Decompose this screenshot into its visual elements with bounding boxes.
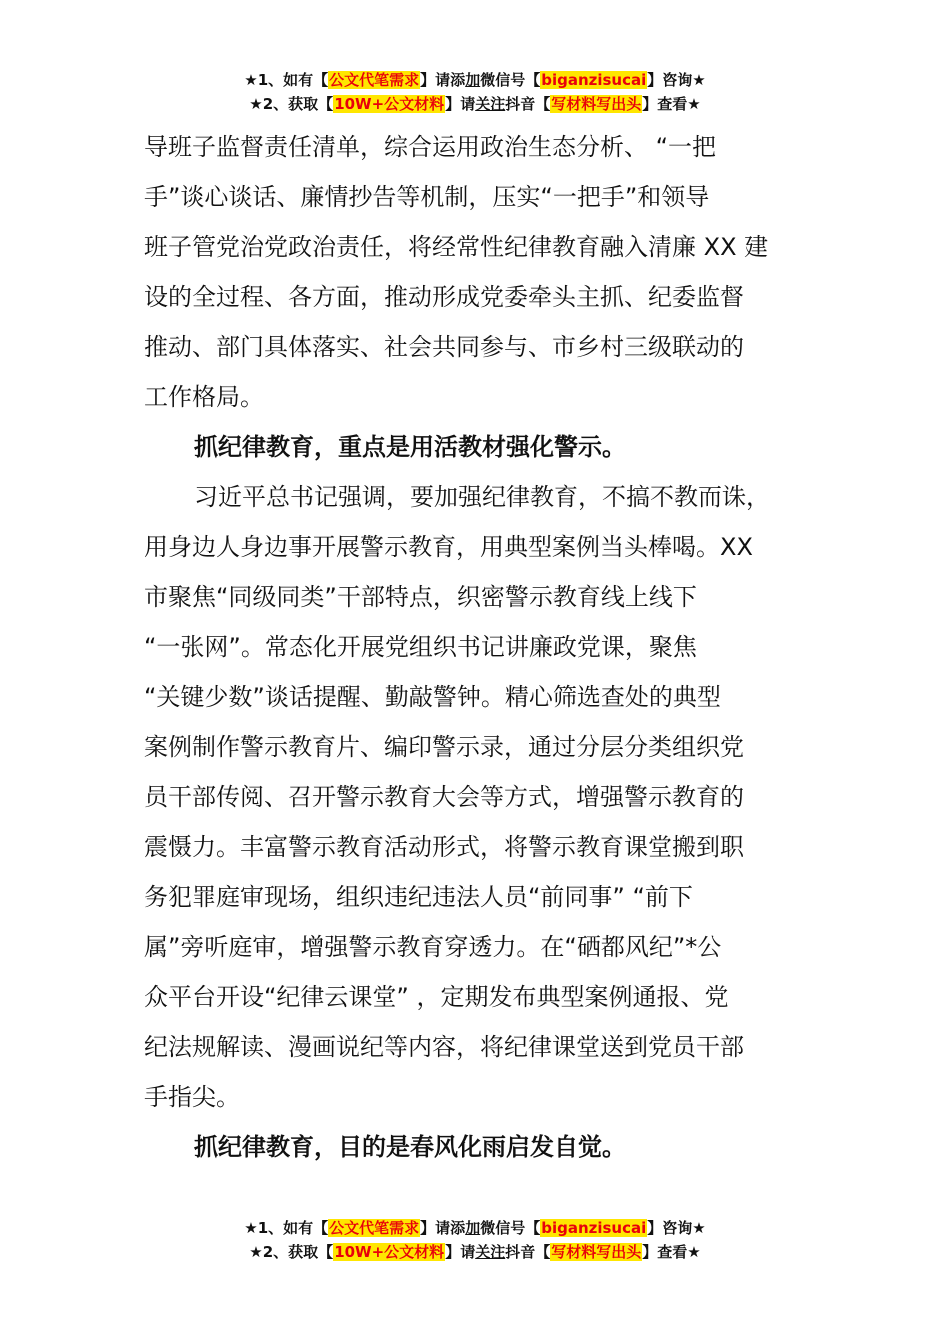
banner-text: 抖音【 (505, 95, 551, 113)
banner-underlined-text: 加 (465, 71, 481, 89)
body-line: “关键少数”谈话提醒、勤敲警钟。精心筛选查处的典型 (144, 683, 721, 711)
body-line: 务犯罪庭审现场，组织违纪违法人员“前同事” “前下 (144, 883, 693, 911)
body-line: 纪法规解读、漫画说纪等内容，将纪律课堂送到党员干部 (144, 1033, 744, 1061)
banner-text: ★1、如有【 (244, 1219, 329, 1237)
body-line: 用身边人身边事开展警示教育，用典型案例当头棒喝。XX (144, 533, 753, 561)
banner-text: 】查看★ (642, 1243, 701, 1261)
body-line: “一张网”。常态化开展党组织书记讲廉政党课，聚焦 (144, 633, 697, 661)
banner-text: ★2、获取【 (249, 95, 334, 113)
body-line: 工作格局。 (144, 383, 264, 411)
banner-text: ★1、如有【 (244, 71, 329, 89)
banner-line-2 (0, 1240, 950, 1264)
body-line: 设的全过程、各方面，推动形成党委牵头主抓、纪委监督 (144, 283, 744, 311)
section-heading: 抓纪律教育，目的是春风化雨启发自觉。 (194, 1133, 626, 1161)
body-line: 众平台开设“纪律云课堂” ，定期发布典型案例通报、党 (144, 983, 729, 1011)
banner-text: 微信号【 (480, 1219, 541, 1237)
body-line: 属”旁听庭审，增强警示教育穿透力。在“硒都风纪”*公 (144, 933, 722, 961)
banner-line-2 (0, 92, 950, 116)
highlight-tag: biganzisucai (541, 71, 647, 89)
banner-text: 】请添 (420, 1219, 466, 1237)
banner-text: 】查看★ (642, 95, 701, 113)
body-line: 导班子监督责任清单，综合运用政治生态分析、 “一把 (144, 133, 717, 161)
banner-underlined-text: 关注 (475, 1243, 506, 1261)
banner-text: ★2、获取【 (249, 1243, 334, 1261)
body-line: 市聚焦“同级同类”干部特点，织密警示教育线上线下 (144, 583, 697, 611)
highlight-tag: 10W+公文材料 (334, 95, 445, 113)
header-banner (0, 68, 950, 116)
body-line: 习近平总书记强调，要加强纪律教育，不搞不教而诛， (194, 483, 770, 511)
body-line: 推动、部门具体落实、社会共同参与、市乡村三级联动的 (144, 333, 744, 361)
body-line: 手指尖。 (144, 1083, 240, 1111)
body-line: 手”谈心谈话、廉情抄告等机制，压实“一把手”和领导 (144, 183, 710, 211)
highlight-tag: 写材料写出头 (551, 1243, 642, 1261)
banner-underlined-text: 加 (465, 1219, 481, 1237)
banner-underlined-text: 关注 (475, 95, 506, 113)
document-body (144, 122, 809, 1172)
banner-text: 】咨询★ (647, 71, 706, 89)
banner-line-1 (0, 68, 950, 92)
body-line: 班子管党治党政治责任，将经常性纪律教育融入清廉 XX 建 (144, 233, 769, 261)
body-line: 员干部传阅、召开警示教育大会等方式，增强警示教育的 (144, 783, 744, 811)
section-heading: 抓纪律教育，重点是用活教材强化警示。 (194, 433, 626, 461)
banner-text: 】咨询★ (647, 1219, 706, 1237)
highlight-tag: 公文代笔需求 (329, 1219, 420, 1237)
highlight-tag: biganzisucai (541, 1219, 647, 1237)
banner-text: 】请添 (420, 71, 466, 89)
highlight-tag: 公文代笔需求 (329, 71, 420, 89)
banner-text: 微信号【 (480, 71, 541, 89)
highlight-tag: 10W+公文材料 (334, 1243, 445, 1261)
body-line: 震慑力。丰富警示教育活动形式，将警示教育课堂搬到职 (144, 833, 744, 861)
banner-text: 抖音【 (505, 1243, 551, 1261)
highlight-tag: 写材料写出头 (551, 95, 642, 113)
banner-text: 】请 (445, 95, 476, 113)
banner-text: 】请 (445, 1243, 476, 1261)
footer-banner (0, 1216, 950, 1264)
banner-line-1 (0, 1216, 950, 1240)
body-line: 案例制作警示教育片、编印警示录，通过分层分类组织党 (144, 733, 744, 761)
